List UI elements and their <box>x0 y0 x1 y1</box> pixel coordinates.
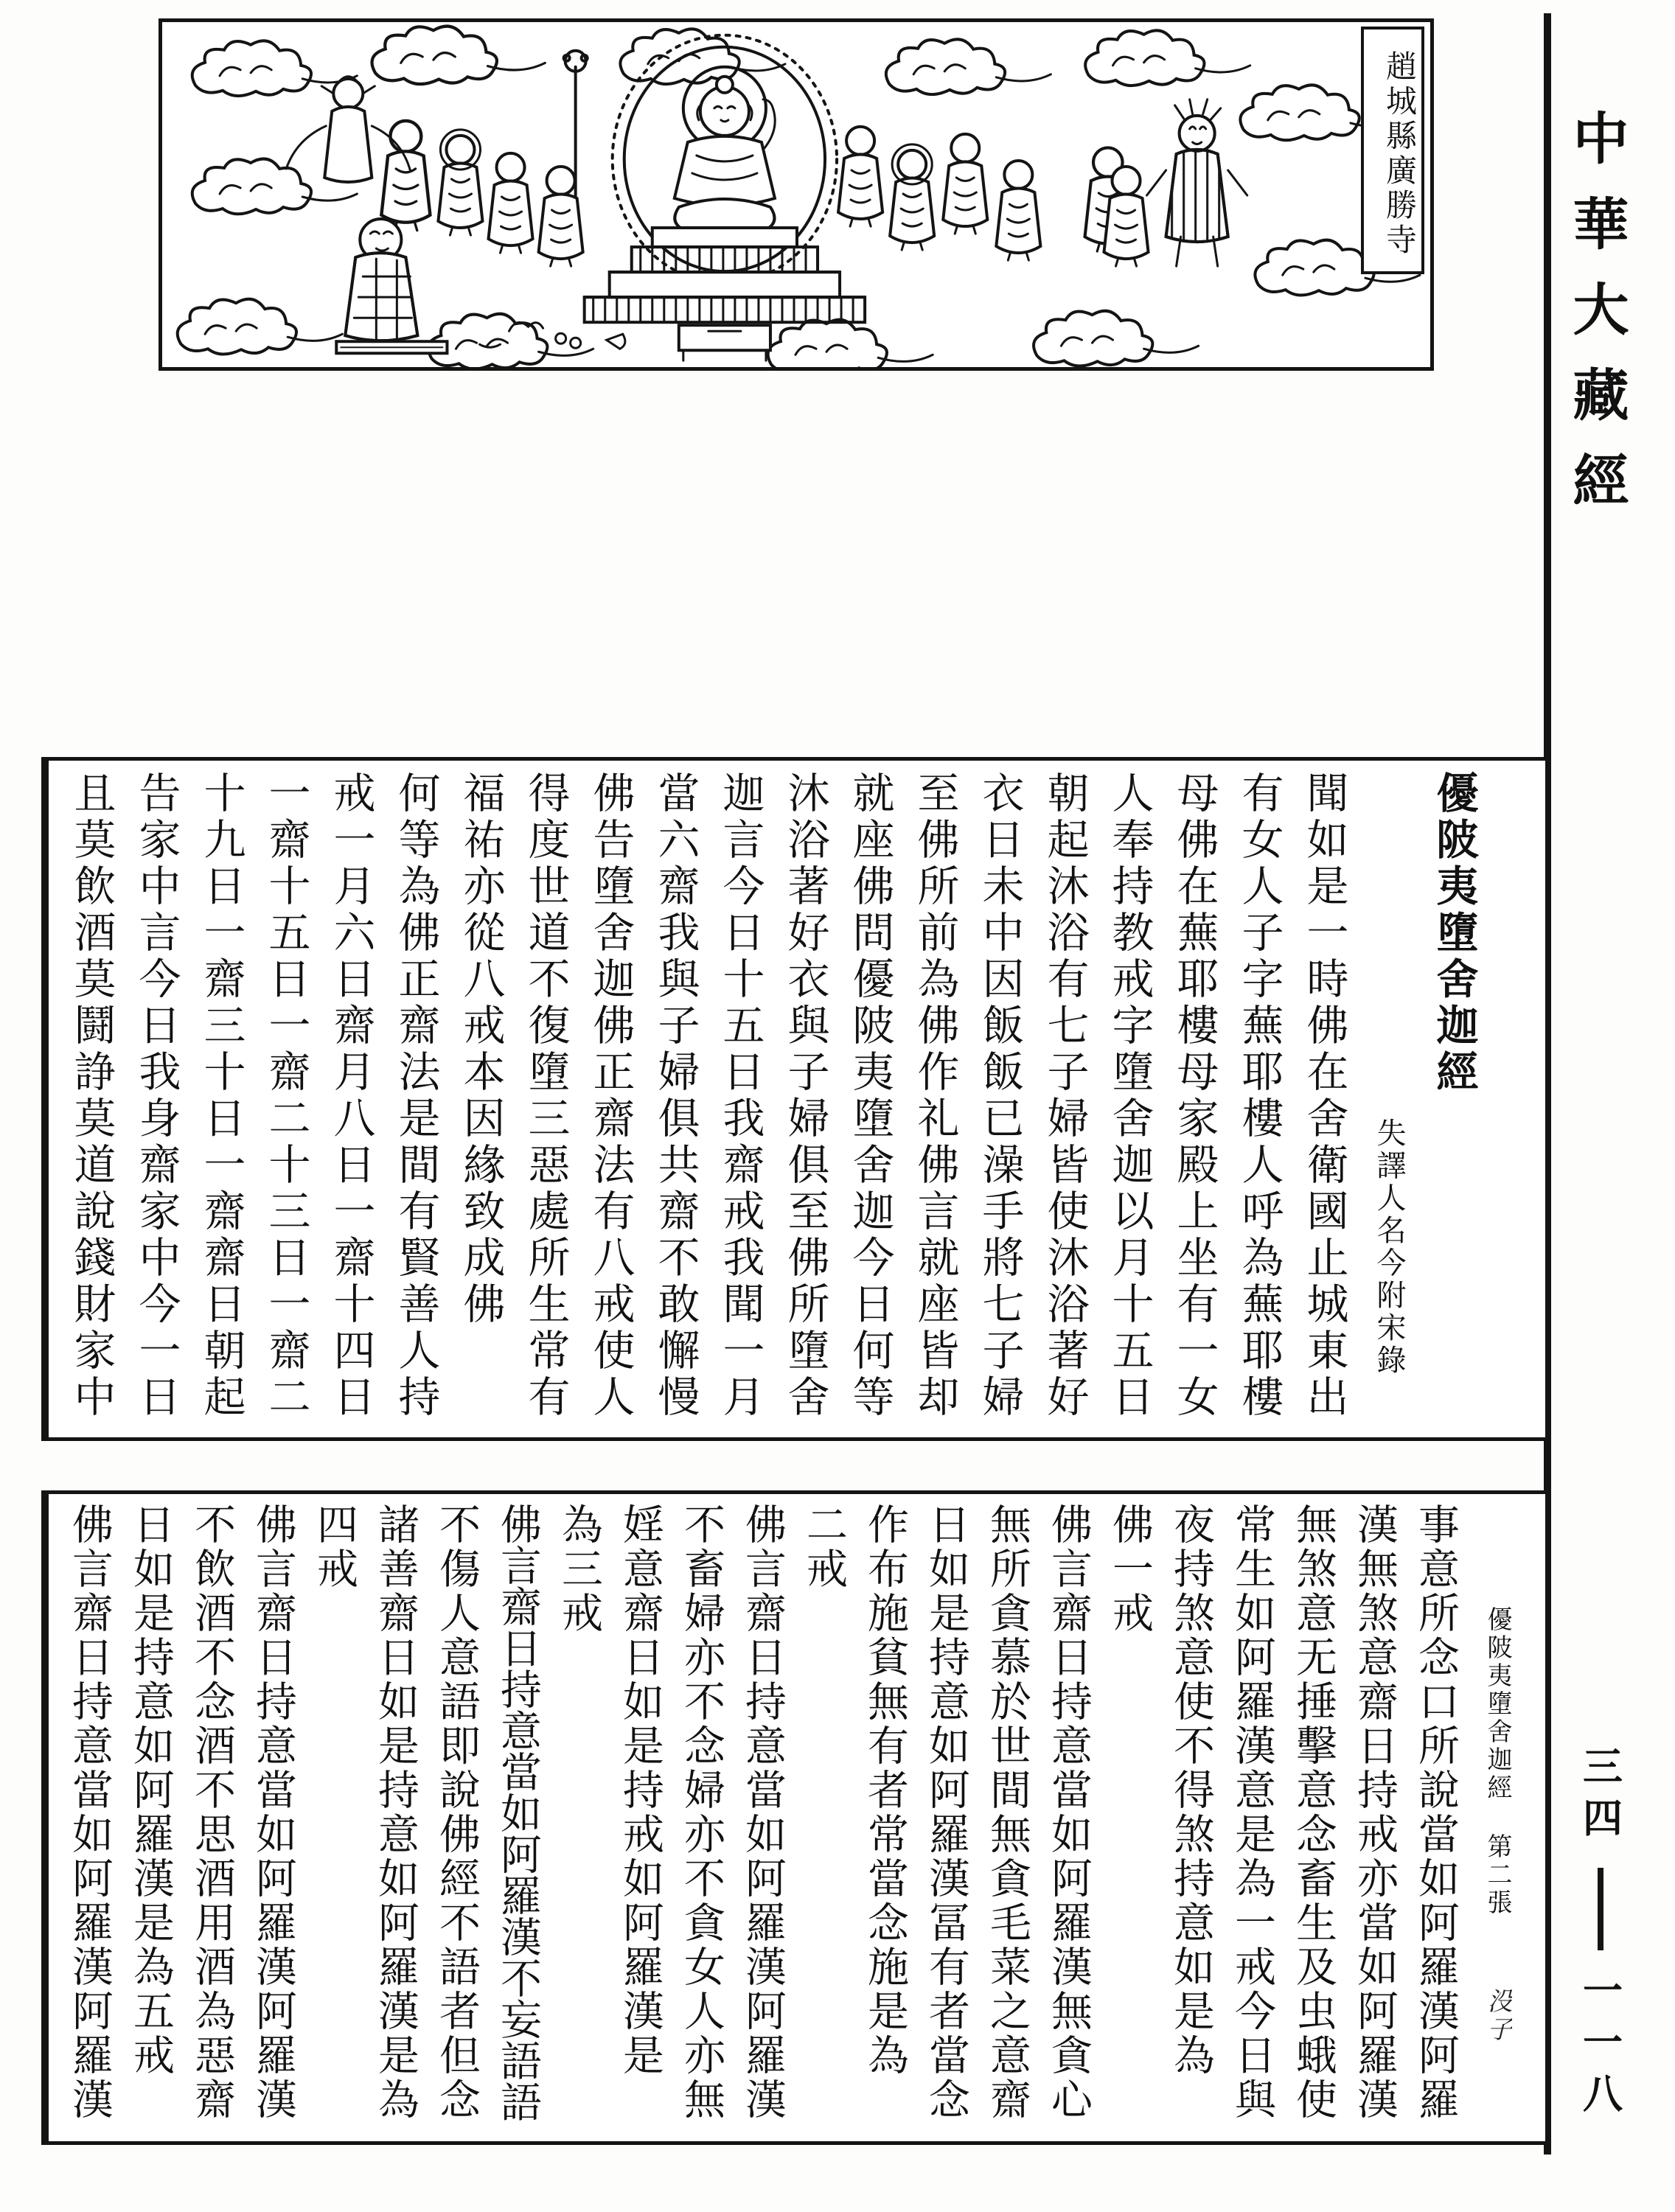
sutra-text-column: 戒一月六日齋月八日一齋十四日 <box>327 771 375 1421</box>
sutra-text-column: 得度世道不復墮三惡處所生常有 <box>521 771 570 1421</box>
sutra-text-column: 沐浴著好衣與子婦俱至佛所墮舍 <box>781 771 829 1421</box>
page-number-dash <box>1598 1868 1603 1950</box>
sutra-text-column: 聞如是一時佛在舍衛國止城東出 <box>1300 771 1348 1421</box>
frontispiece-woodcut <box>159 18 1434 371</box>
sutra-text-column: 佛言齋日持意當如阿羅漢阿羅漢 <box>66 1503 114 2122</box>
sutra-text-column: 佛告墮舍迦佛正齋法有八戒使人 <box>586 771 635 1421</box>
canon-title: 中華大藏經 <box>1564 109 1629 537</box>
sheet-marker-number: 第二張 <box>1483 1833 1512 1917</box>
sutra-text-column: 日如是持意如阿羅漢是為五戒 <box>127 1503 175 2078</box>
sheet-marker-title: 優陂夷墮舍迦經 <box>1483 1606 1512 1802</box>
sutra-text-column: 漢無煞意齋日持戒亦當如阿羅漢 <box>1351 1503 1399 2122</box>
sutra-text-column: 不傷人意語即說佛經不語者但念 <box>433 1503 481 2122</box>
sutra-text-column: 告家中言今日我身齋家中今一日 <box>132 771 181 1421</box>
sutra-text-column: 母佛在蕪耶樓母家殿上坐有一女 <box>1170 771 1219 1421</box>
left-attendants <box>286 77 582 266</box>
sutra-text-column: 事意所念口所說當如阿羅漢阿羅 <box>1412 1503 1460 2122</box>
sutra-text-column: 日如是持意如阿羅漢冨有者當念 <box>922 1503 970 2122</box>
sutra-text-column: 衣日未中因飯飯已澡手將七子婦 <box>975 771 1024 1421</box>
sutra-text-column: 四戒 <box>310 1503 358 1591</box>
right-attendants <box>838 127 1148 266</box>
sutra-sheet1-block <box>41 757 1545 1441</box>
sutra-text-column: 佛言齋日持意當如阿羅漢阿羅漢 <box>739 1503 787 2122</box>
page-number-volume: 三四 <box>1576 1745 1624 1849</box>
sutra-text-column: 就座佛問優陂夷墮舍迦今日何等 <box>846 771 894 1421</box>
sutra-text-column: 夜持煞意使不得煞持意如是為 <box>1167 1503 1215 2078</box>
page-number <box>1567 1745 1634 2124</box>
sutra-text-column: 無所貪慕於世間無貪毛菜之意齋 <box>983 1503 1031 2122</box>
sutra-text-column: 不畜婦亦不念婦亦不貪女人亦無 <box>678 1503 725 2122</box>
guardian-figure <box>1147 100 1247 266</box>
sutra-text-column: 佛一戒 <box>1106 1503 1154 1636</box>
kneeling-monk <box>336 219 447 353</box>
sutra-sheet2-block <box>41 1490 1545 2145</box>
sutra-text-column: 佛言齋日持意當如阿羅漢不妄語語 <box>494 1503 542 2122</box>
sutra-text-column: 有女人子字蕪耶樓人呼為蕪耶樓 <box>1235 771 1284 1421</box>
sutra-text-column: 人奉持教戒字墮舍迦以月十五日 <box>1105 771 1154 1421</box>
temple-label: 趙城縣廣勝寺 <box>1361 27 1424 274</box>
page-number-folio: 一一八 <box>1576 1969 1624 2124</box>
sutra-text-column: 常生如阿羅漢意是為一戒今日與 <box>1228 1503 1276 2122</box>
sutra-text-column: 福祐亦從八戒本因緣致成佛 <box>456 771 505 1328</box>
sutra-text-column: 佛言齋日持意當如阿羅漢無貪心 <box>1045 1503 1093 2122</box>
sutra-text-column: 二戒 <box>800 1503 848 1591</box>
sutra-text-column: 諸善齋日如是持意如阿羅漢是為 <box>372 1503 419 2122</box>
sutra-text-column: 十九日一齋三十日一齋齋日朝起 <box>197 771 245 1421</box>
sutra-text-column: 迦言今日十五日我齋戒我聞一月 <box>716 771 765 1421</box>
woodcut-scene <box>162 22 1430 367</box>
sutra-text-column: 一齋十五日一齋二十三日一齋二 <box>262 771 310 1421</box>
sutra-text-column: 為三戒 <box>555 1503 603 1636</box>
sutra-text-column: 無煞意无捶擊意念畜生及虫蛾使 <box>1289 1503 1337 2122</box>
sutra-text-column: 至佛所前為佛作礼佛言就座皆却 <box>910 771 959 1421</box>
sutra-text-column: 且莫飲酒莫鬪諍莫道說錢財家中 <box>67 771 116 1421</box>
cursive-collation-mark: 没子 <box>1483 1988 1512 2044</box>
sutra-title-column: 優陂夷墮舍迦經 <box>1430 771 1479 1096</box>
sutra-text-column: 朝起沐浴有七子婦皆使沐浴著好 <box>1040 771 1089 1421</box>
sutra-text-column: 何等為佛正齋法是間有賢善人持 <box>391 771 440 1421</box>
sheet-marker-column <box>1466 1503 1528 2134</box>
sutra-text-column: 不飲酒不念酒不思酒用酒為惡齋 <box>188 1503 236 2122</box>
sheet2-columns <box>59 1503 1528 2134</box>
sheet1-columns <box>59 771 1486 1430</box>
sutra-text-column: 佛言齋日持意當如阿羅漢阿羅漢 <box>249 1503 297 2122</box>
sutra-text-column: 婬意齋日如是持戒如阿羅漢是 <box>616 1503 664 2078</box>
translator-attribution-column: 失譯人名今附宋錄 <box>1372 1117 1406 1377</box>
sutra-text-column: 當六齋我與子婦俱共齋不敢懈慢 <box>651 771 700 1421</box>
sutra-text-column: 作布施貧無有者常當念施是為 <box>861 1503 909 2078</box>
